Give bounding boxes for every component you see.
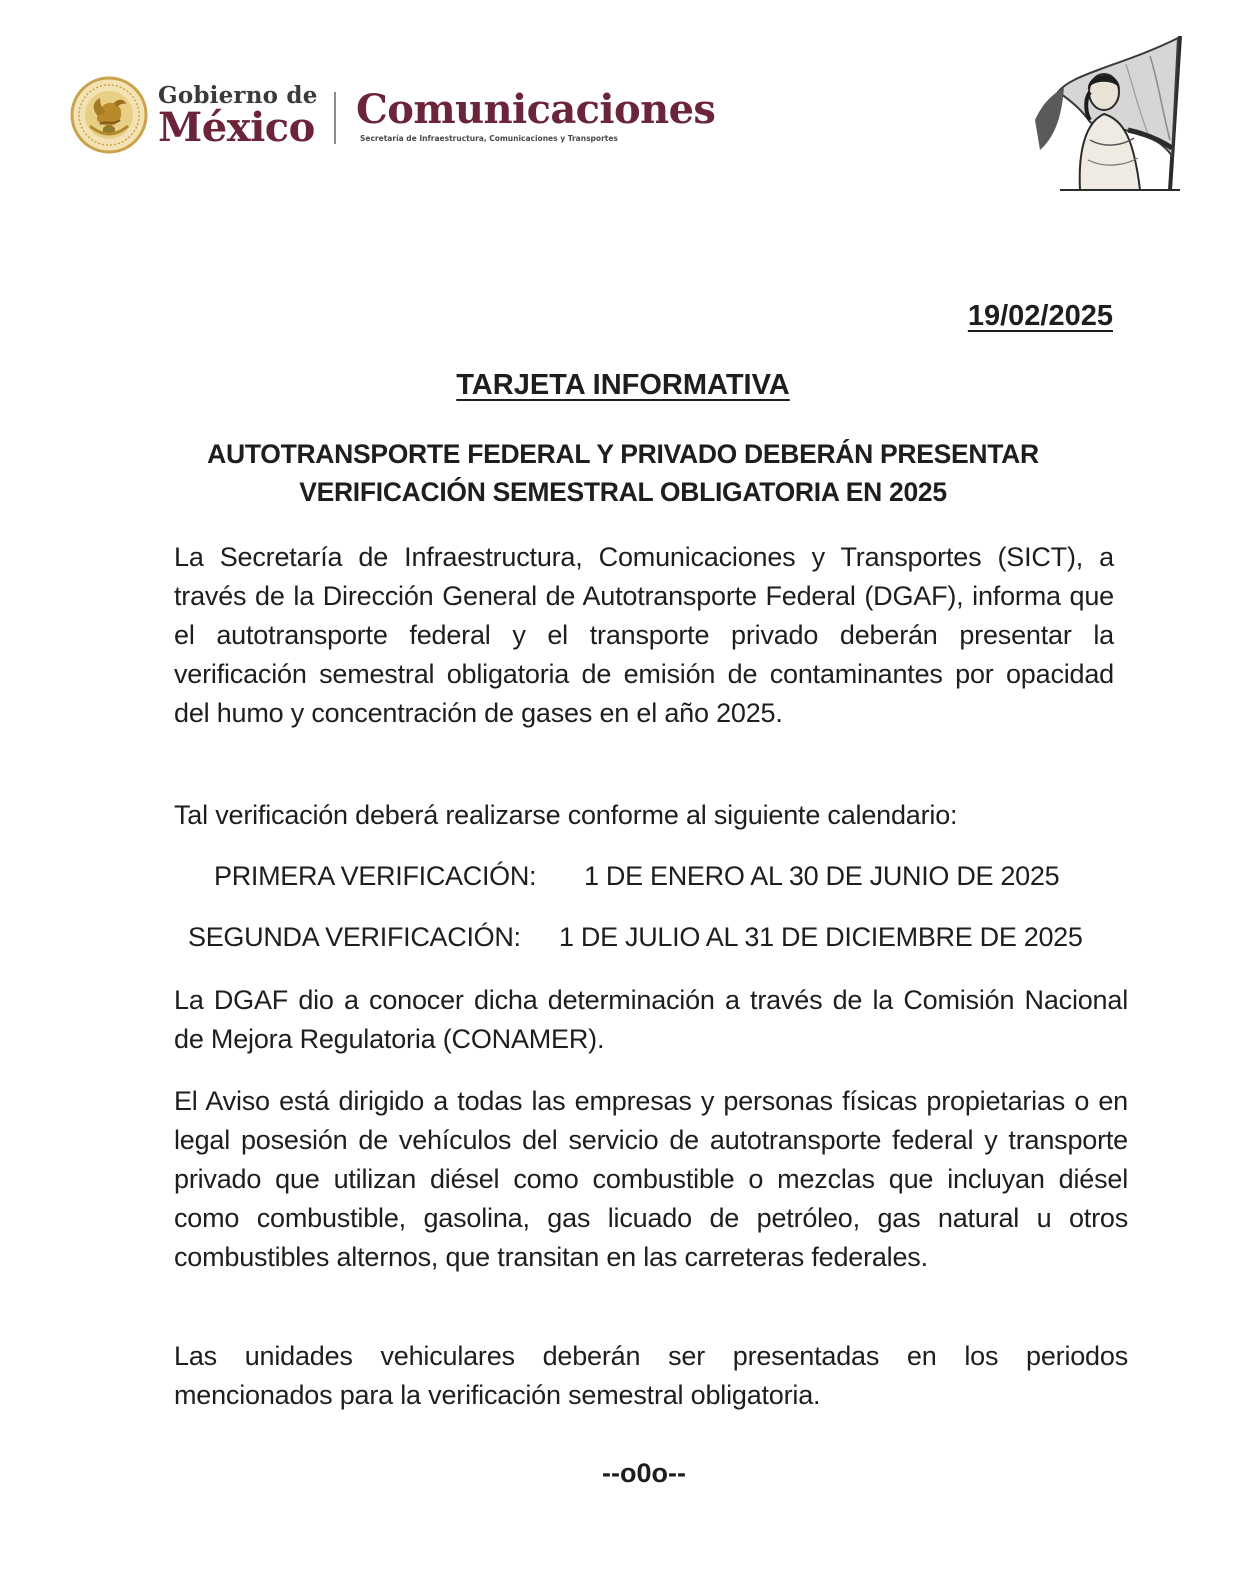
headline-line-1: AUTOTRANSPORTE FEDERAL Y PRIVADO DEBERÁN PRESENTAR <box>207 439 1039 469</box>
gobierno-de-mexico-logo <box>158 82 328 152</box>
coat-of-arms-seal-icon <box>70 76 148 154</box>
gov-logo-line2: México <box>158 104 315 151</box>
headline-line-2: VERIFICACIÓN SEMESTRAL OBLIGATORIA EN 2025 <box>299 477 947 507</box>
paragraph-aviso: El Aviso está dirigido a todas las empresas y personas físicas propietarias o en legal posesión de vehículos del servicio de autotransporte federal y transporte privado que utilizan diésel como combustible o mezclas que incluyan diésel como combustible, gasolina, gas licuado de petróleo, gas natural u otros combustibles alternos, que transitan en las carreteras federales. <box>174 1086 1128 1272</box>
schedule-second-period: 1 DE JULIO AL 31 DE DICIEMBRE DE 2025 <box>559 922 1083 952</box>
document-type-title: TARJETA INFORMATIVA <box>456 369 790 401</box>
woman-with-flag-illustration-icon <box>1030 30 1190 192</box>
headline <box>150 435 1096 511</box>
schedule-first-label: PRIMERA VERIFICACIÓN: <box>214 861 537 891</box>
schedule-first-period: 1 DE ENERO AL 30 DE JUNIO DE 2025 <box>584 861 1060 891</box>
department-subtitle: Secretaría de Infraestructura, Comunicaciones y Transportes <box>360 134 618 143</box>
logo-divider <box>334 92 336 144</box>
schedule-second-label: SEGUNDA VERIFICACIÓN: <box>188 922 521 952</box>
paragraph-conamer: La DGAF dio a conocer dicha determinación a través de la Comisión Nacional de Mejora Regulatoria (CONAMER). <box>174 985 1128 1054</box>
department-logo <box>356 86 716 156</box>
department-name: Comunicaciones <box>356 86 716 133</box>
document-date: 19/02/2025 <box>967 300 1113 332</box>
gov-logo-line1: Gobierno de <box>158 82 318 109</box>
paragraph-intro: La Secretaría de Infraestructura, Comunicaciones y Transportes (SICT), a través de la Dirección General de Autotransporte Federal (DGAF), informa que el autotransporte federal y el transporte privado deberán presentar la verificación semestral obligatoria de emisión de contaminantes por opacidad del humo y concentración de gases en el año 2025. <box>174 542 1114 728</box>
paragraph-calendar-intro: Tal verificación deberá realizarse conforme al siguiente calendario: <box>174 800 958 830</box>
closing-mark: --o0o-- <box>602 1458 686 1488</box>
paragraph-unidades: Las unidades vehiculares deberán ser presentadas en los periodos mencionados para la verificación semestral obligatoria. <box>174 1341 1128 1410</box>
document-header <box>0 0 1240 230</box>
